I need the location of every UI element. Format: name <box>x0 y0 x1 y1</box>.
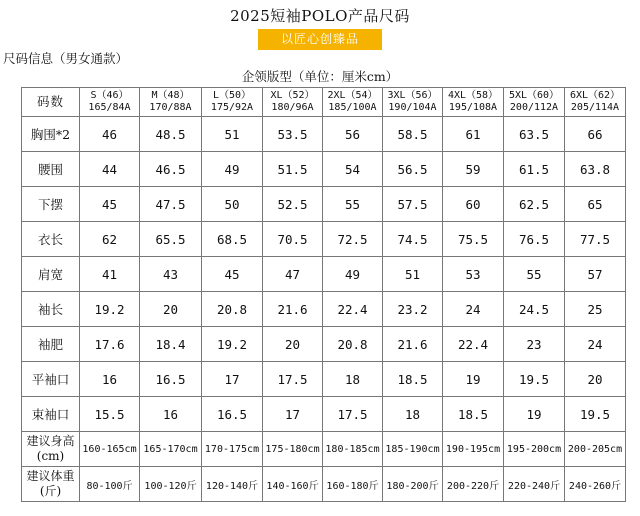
page-title: 2025短袖POLO产品尺码 <box>230 7 410 25</box>
table-cell: 49 <box>202 152 263 187</box>
table-cell: 19 <box>504 397 565 432</box>
size-header-cell <box>443 88 504 117</box>
table-cell: 18 <box>383 397 443 432</box>
table-cell: 41 <box>80 257 140 292</box>
table-cell: 165-170cm <box>140 432 202 467</box>
measurement-row <box>22 362 626 397</box>
table-cell: 66 <box>565 117 626 152</box>
table-cell: 16.5 <box>202 397 263 432</box>
table-cell: 65.5 <box>140 222 202 257</box>
measurement-row <box>22 327 626 362</box>
row-label: 建议身高(cm) <box>22 432 80 467</box>
table-cell: 45 <box>80 187 140 222</box>
table-cell: 23.2 <box>383 292 443 327</box>
table-cell: 53 <box>443 257 504 292</box>
size-spec: 195/108A <box>448 102 498 113</box>
row-label: 袖长 <box>22 292 80 327</box>
size-table-body <box>22 117 626 502</box>
row-label: 肩宽 <box>22 257 80 292</box>
table-cell: 170-175cm <box>202 432 263 467</box>
table-cell: 120-140斤 <box>202 467 263 502</box>
size-info-label: 尺码信息（男女通款） <box>3 51 129 66</box>
table-cell: 185-190cm <box>383 432 443 467</box>
measurement-row <box>22 152 626 187</box>
table-cell: 17.5 <box>323 397 383 432</box>
size-spec: 205/114A <box>570 102 620 113</box>
table-cell: 17.6 <box>80 327 140 362</box>
table-cell: 160-165cm <box>80 432 140 467</box>
size-spec: 190/104A <box>388 102 437 113</box>
table-cell: 45 <box>202 257 263 292</box>
size-spec: 185/100A <box>328 102 377 113</box>
table-cell: 58.5 <box>383 117 443 152</box>
measurement-row <box>22 187 626 222</box>
table-cell: 25 <box>565 292 626 327</box>
row-label: 胸围*2 <box>22 117 80 152</box>
row-label: 平袖口 <box>22 362 80 397</box>
size-label: 4XL（58） <box>447 90 499 101</box>
recommendation-row <box>22 432 626 467</box>
table-cell: 240-260斤 <box>565 467 626 502</box>
table-cell: 18.5 <box>383 362 443 397</box>
table-cell: 43 <box>140 257 202 292</box>
table-cell: 18.5 <box>443 397 504 432</box>
table-cell: 46.5 <box>140 152 202 187</box>
size-label: XL（52） <box>270 90 315 101</box>
table-cell: 16 <box>140 397 202 432</box>
table-caption: 企领版型（单位：厘米cm） <box>241 69 399 84</box>
table-cell: 75.5 <box>443 222 504 257</box>
size-chart-table <box>21 87 626 502</box>
table-cell: 190-195cm <box>443 432 504 467</box>
size-header-cell <box>80 88 140 117</box>
size-header-cell <box>323 88 383 117</box>
table-cell: 72.5 <box>323 222 383 257</box>
table-cell: 61 <box>443 117 504 152</box>
size-header-cell <box>140 88 202 117</box>
table-cell: 80-100斤 <box>80 467 140 502</box>
table-cell: 19.5 <box>504 362 565 397</box>
table-cell: 49 <box>323 257 383 292</box>
table-cell: 48.5 <box>140 117 202 152</box>
table-cell: 65 <box>565 187 626 222</box>
table-cell: 20 <box>565 362 626 397</box>
table-cell: 24 <box>565 327 626 362</box>
row-label: 建议体重(斤) <box>22 467 80 502</box>
table-cell: 195-200cm <box>504 432 565 467</box>
table-cell: 51.5 <box>263 152 323 187</box>
size-label: S（46） <box>90 90 129 101</box>
table-cell: 56 <box>323 117 383 152</box>
table-cell: 200-205cm <box>565 432 626 467</box>
size-header-cell <box>383 88 443 117</box>
table-cell: 44 <box>80 152 140 187</box>
table-cell: 63.8 <box>565 152 626 187</box>
table-cell: 62.5 <box>504 187 565 222</box>
table-cell: 56.5 <box>383 152 443 187</box>
table-cell: 74.5 <box>383 222 443 257</box>
table-cell: 57 <box>565 257 626 292</box>
table-cell: 220-240斤 <box>504 467 565 502</box>
size-header-row <box>22 88 626 117</box>
size-column-header: 码数 <box>22 88 80 117</box>
measurement-row <box>22 117 626 152</box>
size-label: 3XL（56） <box>387 90 438 101</box>
table-cell: 55 <box>323 187 383 222</box>
table-cell: 23 <box>504 327 565 362</box>
row-label: 衣长 <box>22 222 80 257</box>
measurement-row <box>22 397 626 432</box>
table-cell: 59 <box>443 152 504 187</box>
table-cell: 21.6 <box>263 292 323 327</box>
table-cell: 47.5 <box>140 187 202 222</box>
table-cell: 51 <box>202 117 263 152</box>
table-cell: 140-160斤 <box>263 467 323 502</box>
table-cell: 57.5 <box>383 187 443 222</box>
table-cell: 53.5 <box>263 117 323 152</box>
row-label: 袖肥 <box>22 327 80 362</box>
table-cell: 51 <box>383 257 443 292</box>
table-cell: 24 <box>443 292 504 327</box>
table-cell: 54 <box>323 152 383 187</box>
table-cell: 15.5 <box>80 397 140 432</box>
table-cell: 17 <box>263 397 323 432</box>
size-spec: 170/88A <box>149 102 192 113</box>
table-cell: 16 <box>80 362 140 397</box>
size-spec: 165/84A <box>88 102 131 113</box>
table-cell: 22.4 <box>323 292 383 327</box>
table-cell: 20.8 <box>323 327 383 362</box>
table-cell: 46 <box>80 117 140 152</box>
table-cell: 18 <box>323 362 383 397</box>
table-cell: 22.4 <box>443 327 504 362</box>
row-label: 腰围 <box>22 152 80 187</box>
table-cell: 19.2 <box>202 327 263 362</box>
slogan-banner: 以匠心创臻品 <box>258 29 382 50</box>
table-cell: 19.2 <box>80 292 140 327</box>
table-cell: 160-180斤 <box>323 467 383 502</box>
size-label: 5XL（60） <box>508 90 560 101</box>
size-label: 2XL（54） <box>327 90 378 101</box>
table-cell: 180-200斤 <box>383 467 443 502</box>
measurement-row <box>22 222 626 257</box>
recommendation-row <box>22 467 626 502</box>
table-cell: 17.5 <box>263 362 323 397</box>
size-label: 6XL（62） <box>569 90 621 101</box>
table-cell: 16.5 <box>140 362 202 397</box>
table-cell: 61.5 <box>504 152 565 187</box>
measurement-row <box>22 292 626 327</box>
table-cell: 21.6 <box>383 327 443 362</box>
table-cell: 55 <box>504 257 565 292</box>
table-cell: 70.5 <box>263 222 323 257</box>
table-cell: 47 <box>263 257 323 292</box>
size-label: M（48） <box>151 90 190 101</box>
table-cell: 60 <box>443 187 504 222</box>
table-cell: 200-220斤 <box>443 467 504 502</box>
size-header-cell <box>202 88 263 117</box>
table-cell: 52.5 <box>263 187 323 222</box>
table-cell: 19 <box>443 362 504 397</box>
row-label: 下摆 <box>22 187 80 222</box>
table-cell: 20.8 <box>202 292 263 327</box>
table-cell: 100-120斤 <box>140 467 202 502</box>
table-cell: 76.5 <box>504 222 565 257</box>
table-cell: 50 <box>202 187 263 222</box>
table-cell: 19.5 <box>565 397 626 432</box>
size-header-cell <box>504 88 565 117</box>
table-cell: 175-180cm <box>263 432 323 467</box>
size-header-cell <box>263 88 323 117</box>
table-cell: 20 <box>263 327 323 362</box>
table-cell: 63.5 <box>504 117 565 152</box>
size-spec: 175/92A <box>210 102 254 113</box>
table-cell: 68.5 <box>202 222 263 257</box>
table-cell: 77.5 <box>565 222 626 257</box>
size-spec: 180/96A <box>271 102 314 113</box>
row-label: 束袖口 <box>22 397 80 432</box>
table-cell: 62 <box>80 222 140 257</box>
table-cell: 17 <box>202 362 263 397</box>
measurement-row <box>22 257 626 292</box>
size-spec: 200/112A <box>509 102 559 113</box>
table-cell: 20 <box>140 292 202 327</box>
table-cell: 180-185cm <box>323 432 383 467</box>
table-cell: 18.4 <box>140 327 202 362</box>
size-label: L（50） <box>212 90 252 101</box>
table-cell: 24.5 <box>504 292 565 327</box>
size-header-cell <box>565 88 626 117</box>
